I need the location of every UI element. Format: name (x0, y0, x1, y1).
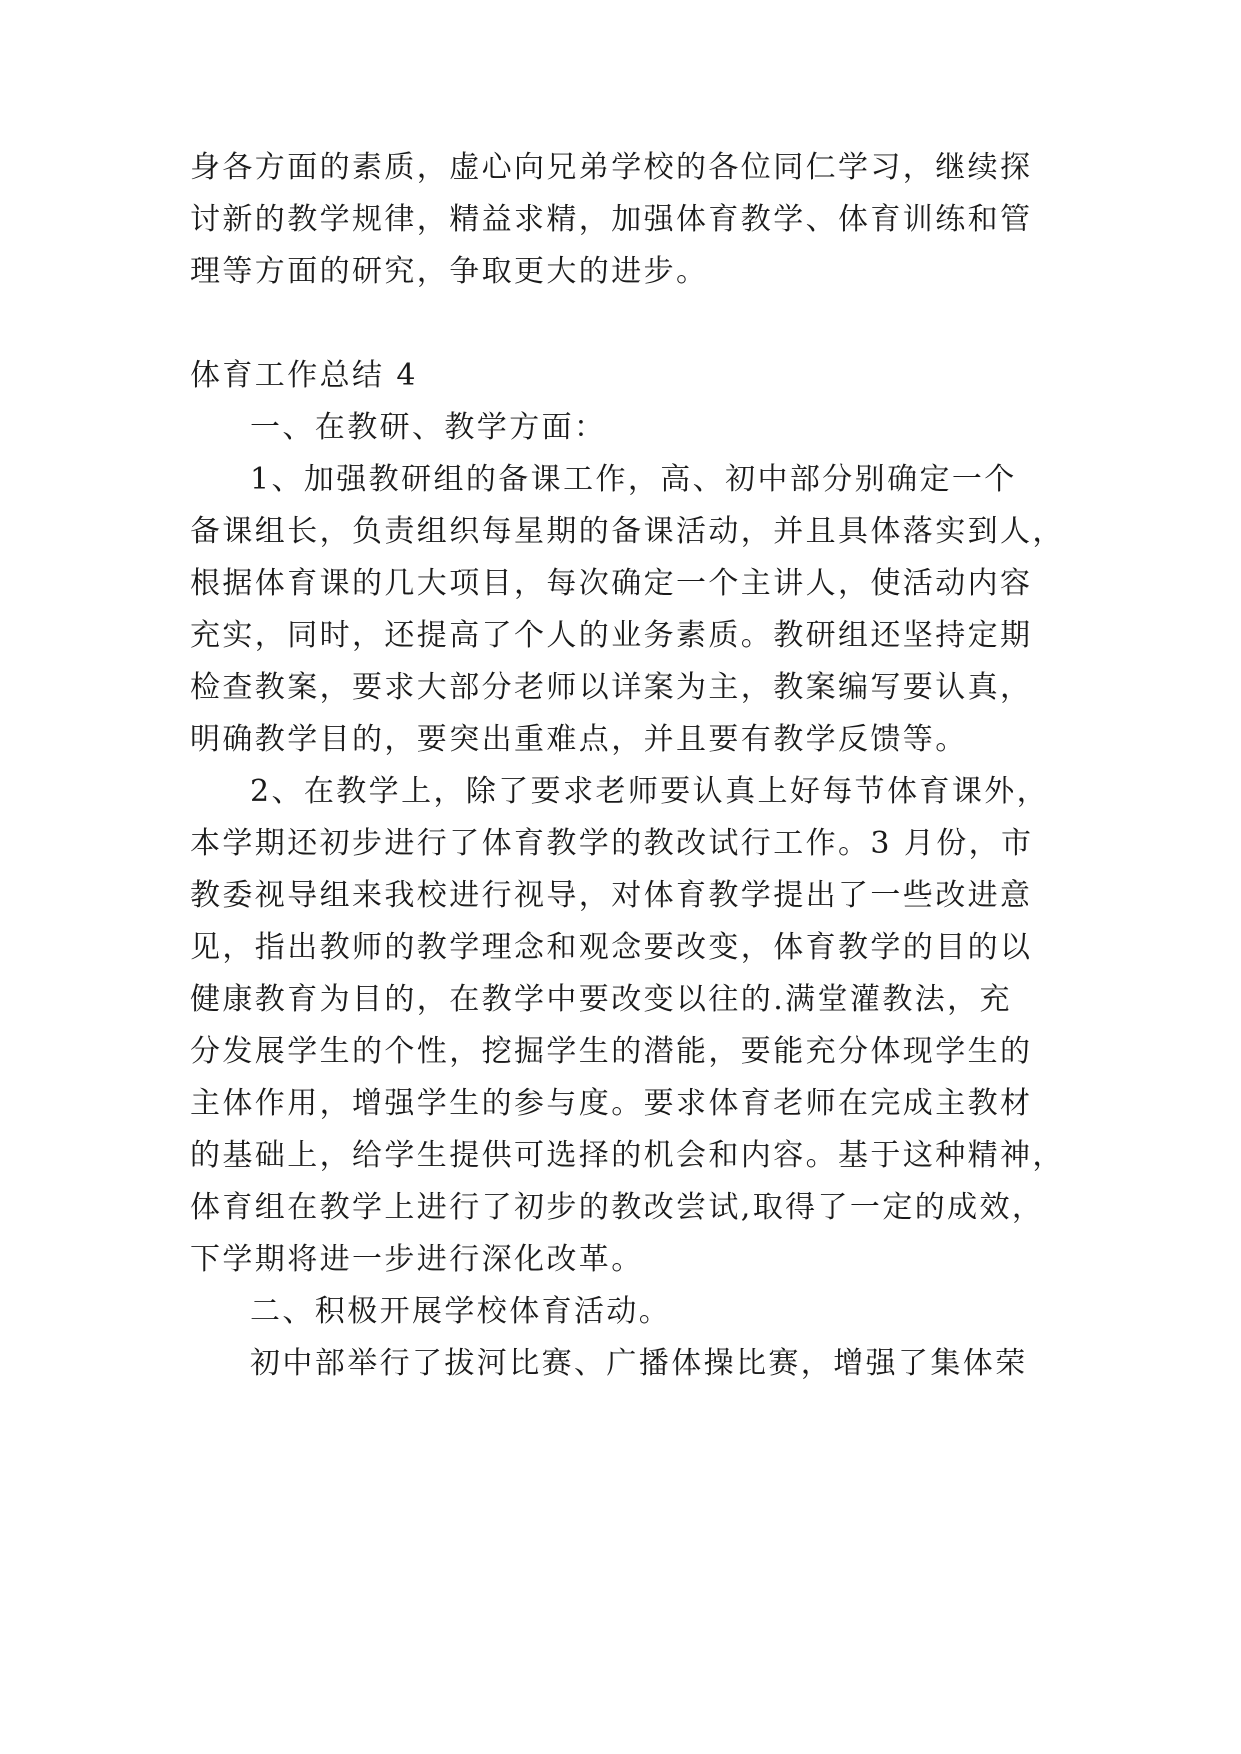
paragraph-line: 初中部举行了拔河比赛、广播体操比赛，增强了集体荣 (250, 1346, 1028, 1381)
intro-line: 理等方面的研究，争取更大的进步。 (190, 254, 709, 289)
paragraph-line: 见，指出教师的教学理念和观念要改变，体育教学的目的以 (190, 930, 1033, 965)
paragraph-line: 体育组在教学上进行了初步的教改尝试,取得了一定的成效， (190, 1190, 1045, 1225)
paragraph-line: 备课组长，负责组织每星期的备课活动，并且具体落实到人， (190, 514, 1065, 549)
heading-sports-activities: 二、积极开展学校体育活动。 (250, 1294, 672, 1329)
paragraph-line: 主体作用，增强学生的参与度。要求体育老师在完成主教材 (190, 1086, 1033, 1121)
paragraph-line: 2、在教学上，除了要求老师要认真上好每节体育课外， (250, 774, 1050, 809)
paragraph-line: 本学期还初步进行了体育教学的教改试行工作。3 月份，市 (190, 826, 1034, 861)
paragraph-line: 检查教案，要求大部分老师以详案为主，教案编写要认真， (190, 670, 1033, 705)
paragraph-line: 的基础上，给学生提供可选择的机会和内容。基于这种精神， (190, 1138, 1065, 1173)
paragraph-line: 明确教学目的，要突出重难点，并且要有教学反馈等。 (190, 722, 968, 757)
paragraph-line: 根据体育课的几大项目，每次确定一个主讲人，使活动内容 (190, 566, 1033, 601)
intro-line: 讨新的教学规律，精益求精，加强体育教学、体育训练和管 (190, 202, 1033, 237)
paragraph-line: 下学期将进一步进行深化改革。 (190, 1242, 644, 1277)
paragraph-line: 健康教育为目的，在教学中要改变以往的.满堂灌教法，充 (190, 982, 1012, 1017)
paragraph-line: 教委视导组来我校进行视导，对体育教学提出了一些改进意 (190, 878, 1033, 913)
paragraph-line: 1、加强教研组的备课工作，高、初中部分别确定一个 (250, 462, 1017, 497)
paragraph-line: 充实，同时，还提高了个人的业务素质。教研组还坚持定期 (190, 618, 1033, 653)
heading-teaching-research: 一、在教研、教学方面： (250, 410, 607, 445)
section-title: 体育工作总结 4 (190, 358, 418, 393)
paragraph-line: 分发展学生的个性，挖掘学生的潜能，要能充分体现学生的 (190, 1034, 1033, 1069)
intro-line: 身各方面的素质，虚心向兄弟学校的各位同仁学习，继续探 (190, 150, 1033, 185)
